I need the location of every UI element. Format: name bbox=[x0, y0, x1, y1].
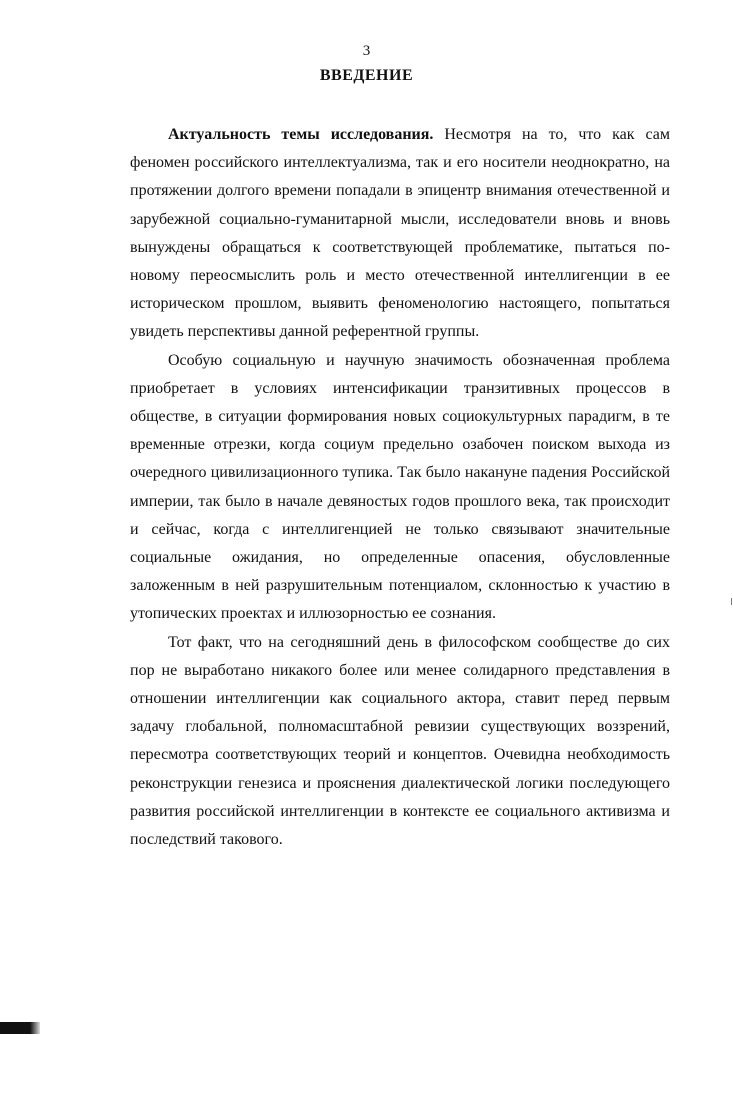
paragraph-significance bbox=[130, 347, 670, 629]
paragraph-text: Несмотря на то, что как сам феномен российского интеллектуализма, так и его носители неоднократно, на протяжении долгого времени попадали в эпицентр внимания отечественной и зарубежной социально-гуманитарной мысли, исследователи вновь и вновь вынуждены обращаться к соответствующей проблематике, пытаться по-новому переосмыслить роль и место отечественной интеллигенции в ее историческом прошлом, выявить феноменологию настоящего, попытаться увидеть перспективы данной референтной группы. bbox=[130, 126, 670, 341]
body-text bbox=[130, 121, 670, 854]
scan-edge-mark bbox=[0, 1022, 40, 1034]
paragraph-relevance bbox=[130, 121, 670, 347]
paragraph-text: Особую социальную и научную значимость обозначенная проблема приобретает в условиях интенсификации транзитивных процессов в обществе, в ситуации формирования новых социокультурных парадигм, в те временные отрезки, когда социум предельно озабочен поиском выхода из очередного цивилизационного тупика. Так было накануне падения Российской империи, так было в начале девяностых годов прошлого века, так происходит и сейчас, когда с интеллигенцией не только связывают значительные социальные ожидания, но определенные опасения, обусловленные заложенным в ней разрушительным потенциалом, склонностью к участию в утопических проектах и иллюзорностью ее сознания. bbox=[130, 351, 670, 623]
page-number: 3 bbox=[362, 43, 371, 59]
paragraph-revision bbox=[130, 629, 670, 855]
section-heading: ВВЕДЕНИЕ bbox=[319, 67, 414, 84]
paragraph-text: Тот факт, что на сегодняшний день в философском сообществе до сих пор не выработано никакого более или менее солидарного представления в отношении интеллигенции как социального актора, ставит перед первым задачу глобальной, полномасштабной ревизии существующих воззрений, пересмотра соответствующих теорий и концептов. Очевидна необходимость реконструкции генезиса и прояснения диалектической логики последующего развития российской интеллигенции в контексте ее социального активизма и последствий такового. bbox=[130, 633, 670, 849]
paragraph-lead: Актуальность темы исследования. bbox=[168, 126, 434, 143]
scan-speck bbox=[731, 598, 732, 605]
